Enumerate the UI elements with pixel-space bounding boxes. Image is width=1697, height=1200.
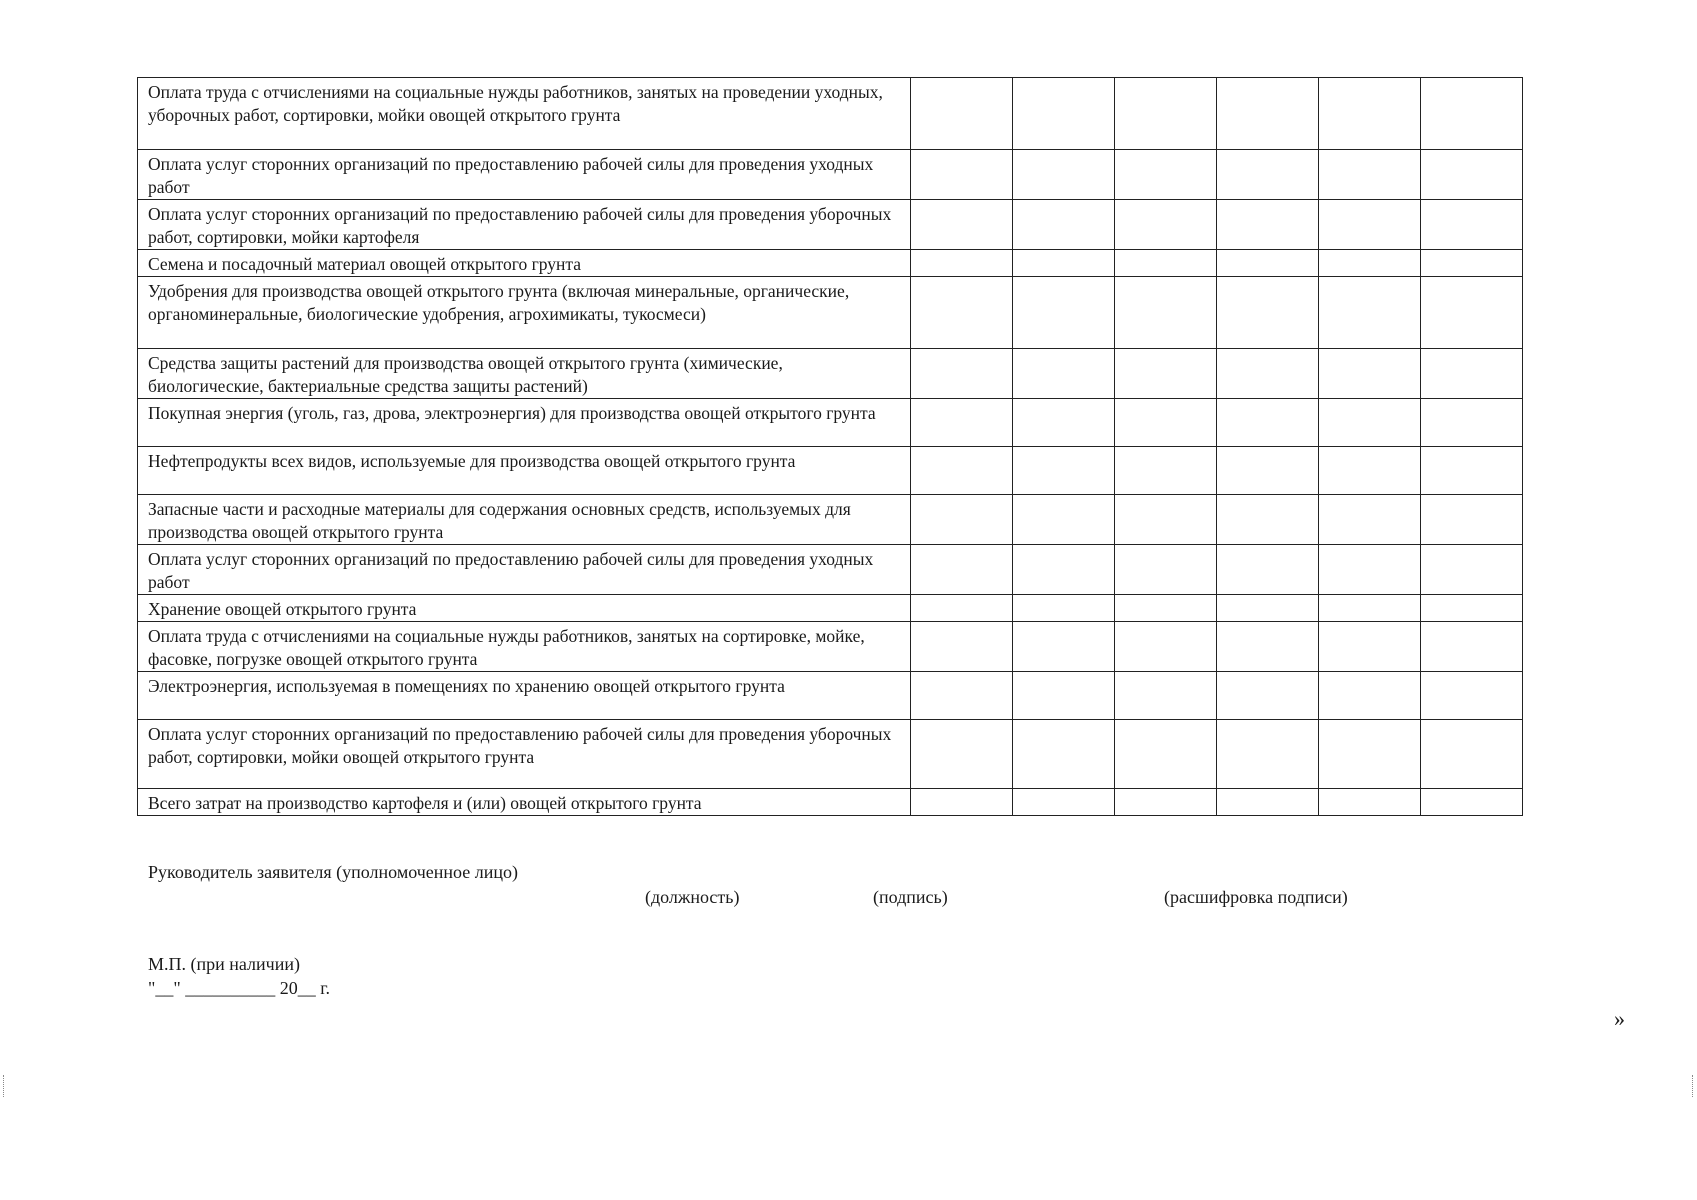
- value-cell[interactable]: [1217, 200, 1319, 250]
- value-cell[interactable]: [911, 447, 1013, 495]
- value-cell[interactable]: [1217, 672, 1319, 720]
- value-cell[interactable]: [1013, 200, 1115, 250]
- value-cell[interactable]: [1115, 277, 1217, 349]
- row-label: Средства защиты растений для производства овощей открытого грунта (химические, биологические, бактериальные средства защиты растений): [138, 349, 911, 399]
- value-cell[interactable]: [1217, 720, 1319, 789]
- value-cell[interactable]: [1013, 595, 1115, 622]
- row-label: Нефтепродукты всех видов, используемые для производства овощей открытого грунта: [138, 447, 911, 495]
- row-label: Запасные части и расходные материалы для содержания основных средств, используемых для производства овощей открытого грунта: [138, 495, 911, 545]
- total-row: [138, 789, 1523, 816]
- row-label: Покупная энергия (уголь, газ, дрова, электроэнергия) для производства овощей открытого грунта: [138, 399, 911, 447]
- value-cell[interactable]: [1217, 250, 1319, 277]
- table-row: [138, 250, 1523, 277]
- value-cell[interactable]: [1013, 720, 1115, 789]
- value-cell[interactable]: [1421, 595, 1523, 622]
- value-cell[interactable]: [1421, 672, 1523, 720]
- value-cell[interactable]: [1115, 447, 1217, 495]
- value-cell[interactable]: [1421, 495, 1523, 545]
- date-line: "__" __________ 20__ г.: [148, 978, 331, 998]
- table-row: [138, 595, 1523, 622]
- table-row: [138, 277, 1523, 349]
- value-cell[interactable]: [1319, 672, 1421, 720]
- total-cell[interactable]: [911, 789, 1013, 816]
- total-cell[interactable]: [1319, 789, 1421, 816]
- total-cell[interactable]: [1217, 789, 1319, 816]
- value-cell[interactable]: [1115, 250, 1217, 277]
- value-cell[interactable]: [1217, 150, 1319, 200]
- value-cell[interactable]: [1421, 545, 1523, 595]
- value-cell[interactable]: [911, 250, 1013, 277]
- table-row: [138, 720, 1523, 789]
- value-cell[interactable]: [1217, 545, 1319, 595]
- row-label: Оплата услуг сторонних организаций по предоставлению рабочей силы для проведения уходных работ: [138, 545, 911, 595]
- value-cell[interactable]: [1319, 250, 1421, 277]
- value-cell[interactable]: [1115, 622, 1217, 672]
- value-cell[interactable]: [1421, 78, 1523, 150]
- value-cell[interactable]: [1013, 150, 1115, 200]
- value-cell[interactable]: [911, 150, 1013, 200]
- value-cell[interactable]: [911, 399, 1013, 447]
- value-cell[interactable]: [1421, 200, 1523, 250]
- value-cell[interactable]: [1115, 672, 1217, 720]
- value-cell[interactable]: [1013, 349, 1115, 399]
- value-cell[interactable]: [1421, 250, 1523, 277]
- value-cell[interactable]: [911, 277, 1013, 349]
- table-row: [138, 622, 1523, 672]
- value-cell[interactable]: [1319, 720, 1421, 789]
- value-cell[interactable]: [1319, 545, 1421, 595]
- value-cell[interactable]: [1319, 622, 1421, 672]
- value-cell[interactable]: [1115, 200, 1217, 250]
- table-row: [138, 150, 1523, 200]
- position-caption: (должность): [645, 887, 740, 907]
- table-row: [138, 78, 1523, 150]
- table-row: [138, 200, 1523, 250]
- value-cell[interactable]: [1013, 78, 1115, 150]
- table-row: [138, 495, 1523, 545]
- table-row: [138, 545, 1523, 595]
- value-cell[interactable]: [1013, 447, 1115, 495]
- closing-quote-mark: »: [1614, 1006, 1625, 1031]
- value-cell[interactable]: [911, 495, 1013, 545]
- value-cell[interactable]: [1421, 277, 1523, 349]
- value-cell[interactable]: [1013, 622, 1115, 672]
- value-cell[interactable]: [1013, 495, 1115, 545]
- value-cell[interactable]: [911, 545, 1013, 595]
- value-cell[interactable]: [1217, 447, 1319, 495]
- total-cell[interactable]: [1013, 789, 1115, 816]
- value-cell[interactable]: [1217, 622, 1319, 672]
- value-cell[interactable]: [911, 622, 1013, 672]
- value-cell[interactable]: [1319, 78, 1421, 150]
- value-cell[interactable]: [1115, 399, 1217, 447]
- value-cell[interactable]: [1319, 349, 1421, 399]
- head-of-applicant-label: Руководитель заявителя (уполномоченное лицо): [148, 862, 519, 882]
- value-cell[interactable]: [1421, 720, 1523, 789]
- stamp-label: М.П. (при наличии): [148, 954, 300, 974]
- value-cell[interactable]: [1115, 495, 1217, 545]
- value-cell[interactable]: [1013, 672, 1115, 720]
- value-cell[interactable]: [1319, 399, 1421, 447]
- table-row: [138, 399, 1523, 447]
- value-cell[interactable]: [1013, 277, 1115, 349]
- value-cell[interactable]: [1115, 545, 1217, 595]
- value-cell[interactable]: [1115, 595, 1217, 622]
- value-cell[interactable]: [1319, 150, 1421, 200]
- value-cell[interactable]: [1013, 250, 1115, 277]
- value-cell[interactable]: [1421, 622, 1523, 672]
- value-cell[interactable]: [1217, 78, 1319, 150]
- row-label: Оплата труда с отчислениями на социальные нужды работников, занятых на сортировке, мойке, фасовке, погрузке овощей открытого грунта: [138, 622, 911, 672]
- row-label: Удобрения для производства овощей открытого грунта (включая минеральные, органические, органоминеральные, биологические удобрения, агрохимикаты, тукосмеси): [138, 277, 911, 349]
- value-cell[interactable]: [1115, 78, 1217, 150]
- value-cell[interactable]: [911, 78, 1013, 150]
- value-cell[interactable]: [1319, 277, 1421, 349]
- value-cell[interactable]: [1217, 349, 1319, 399]
- row-label: Электроэнергия, используемая в помещениях по хранению овощей открытого грунта: [138, 672, 911, 720]
- row-label: Оплата услуг сторонних организаций по предоставлению рабочей силы для проведения уборочных работ, сортировки, мойки картофеля: [138, 200, 911, 250]
- scan-edge-mark: [1692, 1075, 1694, 1097]
- value-cell[interactable]: [911, 200, 1013, 250]
- value-cell[interactable]: [1217, 399, 1319, 447]
- value-cell[interactable]: [1217, 277, 1319, 349]
- table-row: [138, 349, 1523, 399]
- value-cell[interactable]: [911, 720, 1013, 789]
- scan-edge-mark: [3, 1075, 5, 1097]
- value-cell[interactable]: [1217, 595, 1319, 622]
- row-label: Оплата труда с отчислениями на социальные нужды работников, занятых на проведении уходных, уборочных работ, сортировки, мойки овощей открытого грунта: [138, 78, 911, 150]
- table-row: [138, 672, 1523, 720]
- value-cell[interactable]: [1115, 150, 1217, 200]
- value-cell[interactable]: [1421, 447, 1523, 495]
- row-label: Оплата услуг сторонних организаций по предоставлению рабочей силы для проведения уборочных работ, сортировки, мойки овощей открытого грунта: [138, 720, 911, 789]
- value-cell[interactable]: [1421, 349, 1523, 399]
- signature-decode-caption: (расшифровка подписи): [1164, 887, 1348, 907]
- total-cell[interactable]: [1421, 789, 1523, 816]
- cost-table: [137, 77, 1523, 816]
- value-cell[interactable]: [1421, 150, 1523, 200]
- value-cell[interactable]: [1115, 720, 1217, 789]
- value-cell[interactable]: [1319, 595, 1421, 622]
- row-label: Оплата услуг сторонних организаций по предоставлению рабочей силы для проведения уходных работ: [138, 150, 911, 200]
- value-cell[interactable]: [1115, 349, 1217, 399]
- table-row: [138, 447, 1523, 495]
- row-label: Хранение овощей открытого грунта: [138, 595, 911, 622]
- value-cell[interactable]: [1319, 200, 1421, 250]
- value-cell[interactable]: [1319, 495, 1421, 545]
- value-cell[interactable]: [911, 595, 1013, 622]
- total-cell[interactable]: [1115, 789, 1217, 816]
- value-cell[interactable]: [911, 349, 1013, 399]
- row-label: Семена и посадочный материал овощей открытого грунта: [138, 250, 911, 277]
- value-cell[interactable]: [1013, 545, 1115, 595]
- value-cell[interactable]: [1421, 399, 1523, 447]
- value-cell[interactable]: [1013, 399, 1115, 447]
- signature-caption: (подпись): [873, 887, 948, 907]
- total-label: Всего затрат на производство картофеля и (или) овощей открытого грунта: [138, 789, 911, 816]
- value-cell[interactable]: [1319, 447, 1421, 495]
- value-cell[interactable]: [911, 672, 1013, 720]
- value-cell[interactable]: [1217, 495, 1319, 545]
